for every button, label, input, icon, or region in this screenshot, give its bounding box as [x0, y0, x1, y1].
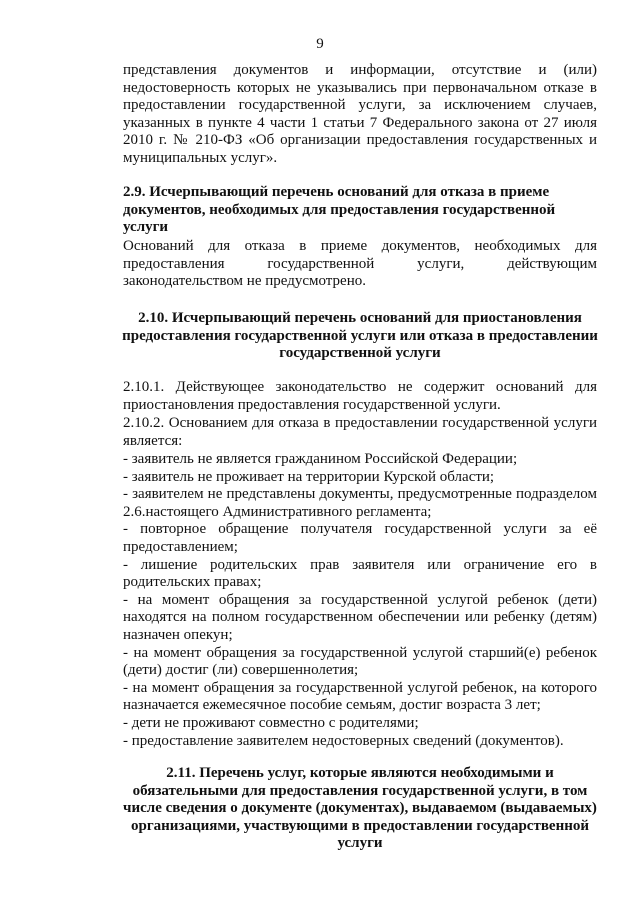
section-2-9-heading: 2.9. Исчерпывающий перечень оснований для отказа в приеме документов, необходимых для предоставления государственной услуги: [123, 184, 556, 236]
list-item: - заявителем не представлены документы, предусмотренные подразделом 2.6.настоящего Административного регламента;: [123, 486, 597, 520]
intro-paragraph: представления документов и информации, отсутствие и (или) недостоверность которых не указывались при первоначальном отказе в предоставлении государственной услуги, за исключением случаев, указанных в пункте 4 части 1 статьи 7 Федерального закона от 27 июля 2010 г. № 210-ФЗ «Об организации предоставления государственных и муниципальных услуг».: [123, 62, 597, 166]
page-number: 9: [316, 36, 324, 52]
section-2-11-heading: 2.11. Перечень услуг, которые являются необходимыми и обязательными для предоставления государственной услуги, в том числе сведения о документе (документах), выдаваемом (выдаваемых) организациями, участвующими в предоставлении государственной услуги: [123, 765, 597, 852]
list-item: - лишение родительских прав заявителя или ограничение его в родительских правах;: [123, 556, 597, 591]
list-item: - дети не проживают совместно с родителями;: [123, 714, 419, 731]
list-item: - заявитель не проживает на территории Курской области;: [123, 468, 495, 485]
list-item: - на момент обращения за государственной услугой ребенок (дети) находятся на полном государственном обеспечении или ребенку (детям) назначен опекун;: [123, 591, 597, 643]
section-2-9-text: Оснований для отказа в приеме документов, необходимых для предоставления государственной услуги, действующим законодательством не предусмотрено.: [123, 238, 597, 290]
list-item: - на момент обращения за государственной услугой ребенок, на которого назначается ежемесячное пособие семьям, достиг возраста 3 лет;: [123, 679, 597, 714]
section-2-10-2: 2.10.2. Основанием для отказа в предоставлении государственной услуги является:: [123, 415, 597, 449]
list-item: - повторное обращение получателя государственной услуги за её предоставлением;: [123, 521, 597, 555]
refusal-grounds-list: [123, 451, 597, 750]
section-2-10-heading: 2.10. Исчерпывающий перечень оснований для приостановления предоставления государственной услуги или отказа в предоставлении государственной услуги: [122, 310, 598, 362]
list-item: - предоставление заявителем недостоверных сведений (документов).: [123, 732, 564, 749]
list-item: - заявитель не является гражданином Российской Федерации;: [123, 451, 518, 467]
section-2-10-1: 2.10.1. Действующее законодательство не содержит оснований для приостановления предоставления государственной услуги.: [123, 379, 597, 413]
list-item: - на момент обращения за государственной услугой старший(е) ребенок (дети) достиг (ли) совершеннолетия;: [123, 644, 597, 679]
